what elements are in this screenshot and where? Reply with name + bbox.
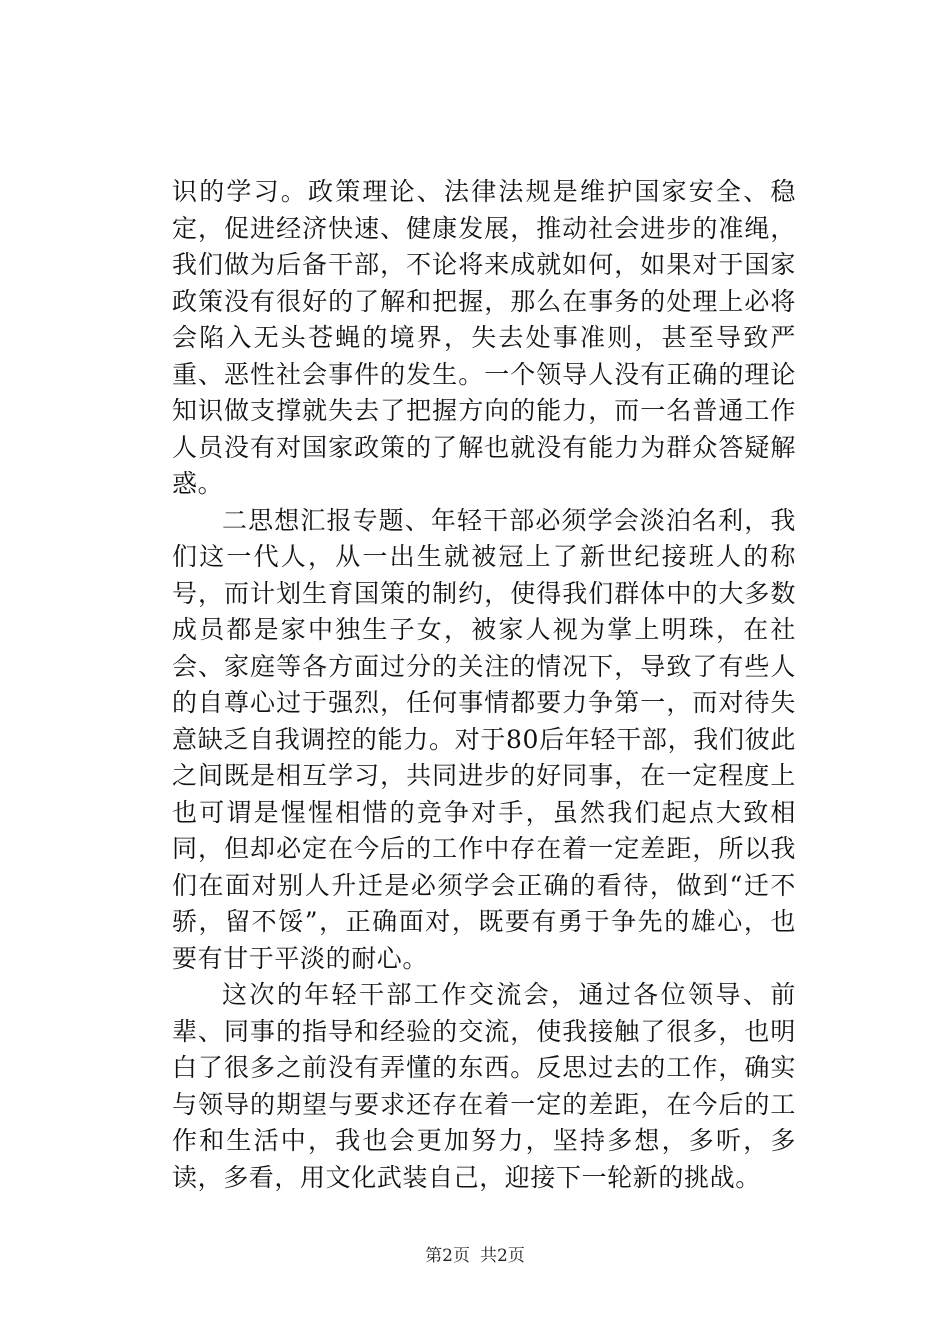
page-number: 第2页 [425, 1246, 470, 1266]
paragraph-continuation: 识的学习。政策理论、法律法规是维护国家安全、稳定，促进经济快速、健康发展，推动社会进步的准绳，我们做为后备干部，不论将来成就如何，如果对于国家政策没有很好的了解和把握，那么在事务的处理上必将会陷入无头苍蝇的境界，失去处事准则，甚至导致严重、恶性社会事件的发生。一个领导人没有正确的理论知识做支撑就失去了把握方向的能力，而一名普通工作人员没有对国家政策的了解也就没有能力为群众答疑解惑。 [172, 177, 796, 498]
page-footer [0, 1244, 950, 1268]
paragraph-closing: 这次的年轻干部工作交流会，通过各位领导、前辈、同事的指导和经验的交流，使我接触了很多，也明白了很多之前没有弄懂的东西。反思过去的工作，确实与领导的期望与要求还存在着一定的差距，在今后的工作和生活中，我也会更加努力，坚持多想，多听，多读，多看，用文化武装自己，迎接下一轮新的挑战。 [172, 980, 796, 1192]
document-body [172, 174, 796, 1196]
paragraph-second: 二思想汇报专题、年轻干部必须学会淡泊名利，我们这一代人，从一出生就被冠上了新世纪接班人的称号，而计划生育国策的制约，使得我们群体中的大多数成员都是家中独生子女，被家人视为掌上明珠，在社会、家庭等各方面过分的关注的情况下，导致了有些人的自尊心过于强烈，任何事情都要力争第一，而对待失意缺乏自我调控的能力。对于80后年轻干部，我们彼此之间既是相互学习，共同进步的好同事，在一定程度上也可谓是惺惺相惜的竞争对手，虽然我们起点大致相同，但却必定在今后的工作中存在着一定差距，所以我们在面对别人升迁是必须学会正确的看待，做到“迁不骄，留不馁”，正确面对，既要有勇于争先的雄心，也要有甘于平淡的耐心。 [172, 505, 796, 973]
page-total: 共2页 [480, 1246, 525, 1266]
